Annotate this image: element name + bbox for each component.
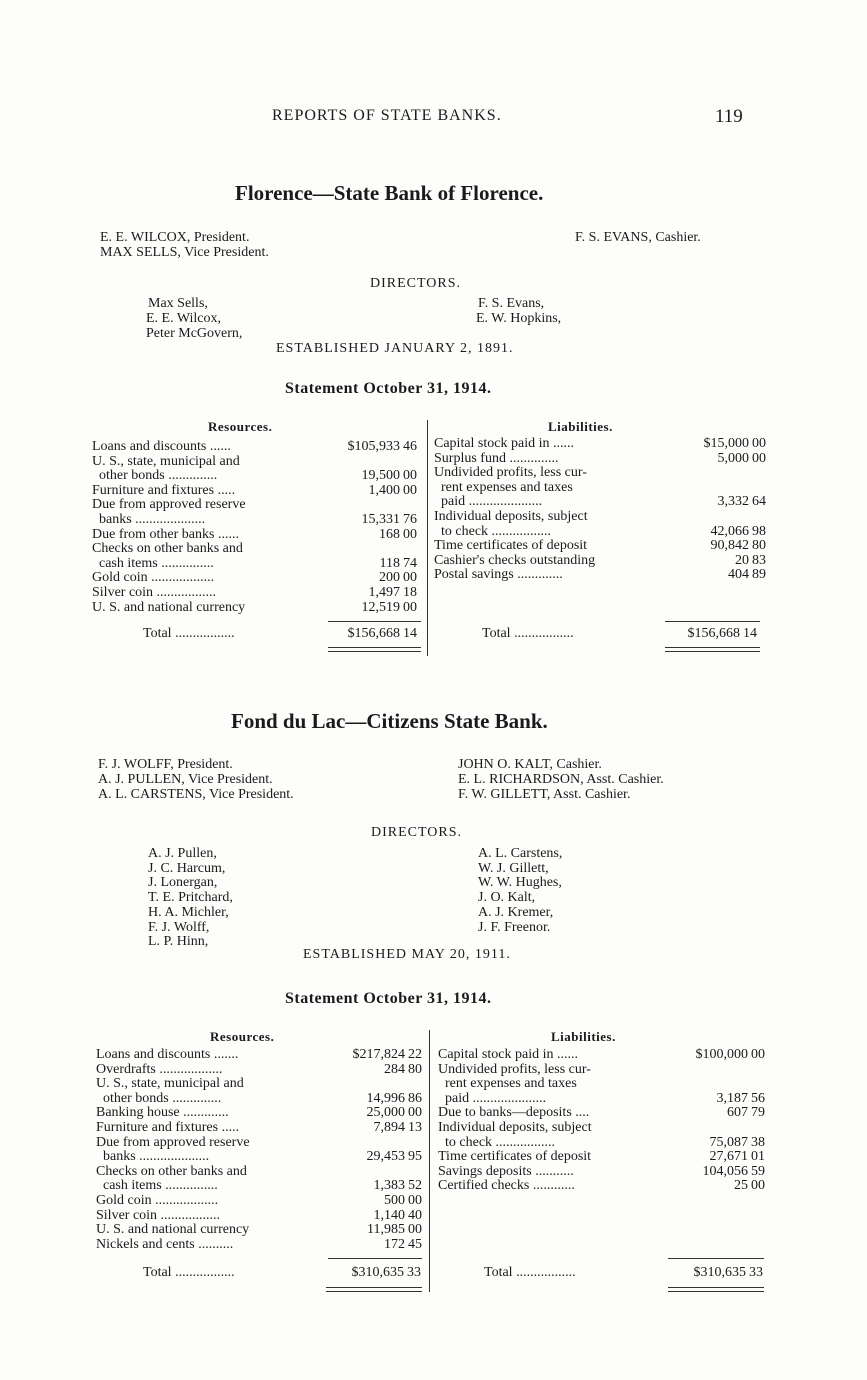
row-cents: 86 bbox=[408, 1090, 422, 1106]
director-name: H. A. Michler, bbox=[148, 904, 229, 920]
director-name: J. O. Kalt, bbox=[478, 890, 536, 906]
row-label: Time certificates of deposit bbox=[438, 1149, 592, 1165]
director-name: E. W. Hopkins, bbox=[476, 311, 562, 326]
row-label: other bonds .............. bbox=[92, 468, 218, 484]
row-dollars: 42,066 bbox=[710, 523, 749, 539]
row-dollars: 5,000 bbox=[717, 450, 749, 466]
table-row bbox=[434, 495, 776, 510]
row-label: Due from approved reserve bbox=[92, 497, 246, 513]
total-dollars: $310,635 bbox=[351, 1265, 404, 1280]
row-dollars: $100,000 bbox=[695, 1047, 748, 1062]
officer-name: F. W. GILLETT, Asst. Cashier. bbox=[458, 787, 631, 802]
table-row bbox=[92, 528, 427, 543]
row-dollars: 1,140 bbox=[373, 1207, 405, 1223]
directors-heading: DIRECTORS. bbox=[371, 825, 463, 840]
row-label: Cashier's checks outstanding bbox=[434, 552, 596, 568]
total-row bbox=[143, 1266, 427, 1281]
table-row bbox=[96, 1179, 432, 1194]
row-cents: 80 bbox=[408, 1061, 422, 1077]
row-cents: 00 bbox=[408, 1222, 422, 1238]
row-label: cash items ............... bbox=[96, 1178, 218, 1194]
director-name: E. E. Wilcox, bbox=[146, 311, 221, 326]
row-label: banks .................... bbox=[96, 1149, 210, 1165]
total-rule bbox=[668, 1258, 764, 1259]
row-dollars: 172 bbox=[384, 1236, 405, 1252]
table-row bbox=[96, 1223, 432, 1238]
row-cents: 46 bbox=[403, 439, 417, 454]
running-header: REPORTS OF STATE BANKS. bbox=[272, 107, 502, 124]
row-dollars: 15,331 bbox=[361, 512, 400, 527]
statement-heading: Statement October 31, 1914. bbox=[285, 380, 492, 397]
table-row bbox=[438, 1092, 775, 1107]
row-cents: 45 bbox=[408, 1236, 422, 1252]
table-row bbox=[96, 1092, 432, 1107]
table-row bbox=[96, 1194, 432, 1209]
officer-name: MAX SELLS, Vice President. bbox=[100, 245, 269, 260]
table-row bbox=[96, 1077, 432, 1092]
director-name: W. W. Hughes, bbox=[478, 875, 562, 891]
row-dollars: 3,187 bbox=[716, 1090, 748, 1106]
row-dollars: 118 bbox=[379, 555, 400, 571]
row-label: Undivided profits, less cur- bbox=[434, 465, 587, 481]
row-cents: 00 bbox=[403, 482, 417, 498]
row-label: U. S. and national currency bbox=[92, 599, 246, 615]
row-cents: 00 bbox=[403, 599, 417, 615]
row-dollars: 284 bbox=[384, 1061, 405, 1077]
row-dollars: 19,500 bbox=[361, 468, 400, 484]
row-label: cash items ............... bbox=[92, 555, 214, 571]
row-label: Savings deposits ........... bbox=[438, 1163, 574, 1179]
row-label: Capital stock paid in ...... bbox=[438, 1047, 578, 1062]
row-label: Postal savings ............. bbox=[434, 567, 563, 583]
row-label: other bonds .............. bbox=[96, 1090, 222, 1106]
table-row bbox=[92, 469, 427, 484]
row-dollars: $15,000 bbox=[703, 436, 749, 451]
row-cents: 38 bbox=[751, 1134, 765, 1150]
row-label: U. S. and national currency bbox=[96, 1222, 250, 1238]
row-cents: 76 bbox=[403, 512, 417, 527]
total-cents: 33 bbox=[749, 1265, 763, 1280]
row-dollars: 11,985 bbox=[367, 1222, 405, 1238]
table-row bbox=[434, 481, 776, 496]
row-cents: 00 bbox=[752, 450, 766, 466]
table-row bbox=[92, 455, 427, 470]
officer-name: F. S. EVANS, Cashier. bbox=[575, 230, 701, 245]
row-label: U. S., state, municipal and bbox=[92, 453, 240, 469]
row-dollars: 90,842 bbox=[710, 538, 749, 554]
column-divider bbox=[427, 420, 428, 656]
table-row bbox=[92, 557, 427, 572]
table-row bbox=[438, 1121, 775, 1136]
table-row bbox=[96, 1121, 432, 1136]
row-cents: 13 bbox=[408, 1120, 422, 1135]
director-name: J. C. Harcum, bbox=[148, 860, 226, 876]
row-cents: 64 bbox=[752, 494, 766, 510]
total-double-rule bbox=[668, 1287, 764, 1288]
row-label: Undivided profits, less cur- bbox=[438, 1061, 591, 1077]
table-row bbox=[438, 1077, 775, 1092]
row-label: Nickels and cents .......... bbox=[96, 1236, 234, 1252]
table-row bbox=[96, 1165, 432, 1180]
row-label: Silver coin ................. bbox=[96, 1207, 221, 1223]
row-label: rent expenses and taxes bbox=[438, 1076, 577, 1092]
row-label: Banking house ............. bbox=[96, 1105, 229, 1121]
row-dollars: 607 bbox=[727, 1105, 748, 1121]
table-row bbox=[96, 1150, 432, 1165]
row-cents: 00 bbox=[403, 570, 417, 586]
table-row bbox=[438, 1048, 775, 1063]
total-dollars: $310,635 bbox=[693, 1265, 746, 1280]
table-row bbox=[434, 525, 776, 540]
officer-name: E. L. RICHARDSON, Asst. Cashier. bbox=[458, 772, 664, 787]
row-label: Surplus fund .............. bbox=[434, 450, 559, 466]
director-name: Max Sells, bbox=[148, 296, 208, 311]
table-row bbox=[92, 440, 427, 455]
table-row bbox=[92, 586, 427, 601]
row-dollars: 168 bbox=[379, 526, 400, 542]
row-label: banks .................... bbox=[92, 512, 206, 527]
total-dollars: $156,668 bbox=[347, 626, 400, 641]
row-cents: 00 bbox=[403, 468, 417, 484]
director-name: T. E. Pritchard, bbox=[148, 890, 233, 906]
officer-name: A. J. PULLEN, Vice President. bbox=[98, 772, 273, 787]
total-cents: 14 bbox=[743, 626, 757, 641]
table-row bbox=[96, 1136, 432, 1151]
total-row bbox=[143, 627, 423, 642]
row-label: rent expenses and taxes bbox=[434, 479, 573, 495]
liabilities-heading: Liabilities. bbox=[551, 1029, 616, 1044]
officer-name: JOHN O. KALT, Cashier. bbox=[458, 757, 602, 772]
director-name: F. S. Evans, bbox=[478, 296, 545, 311]
total-label: Total ................. bbox=[143, 626, 235, 641]
table-row bbox=[92, 513, 427, 528]
row-label: Loans and discounts ...... bbox=[92, 439, 231, 454]
total-double-rule bbox=[328, 647, 421, 648]
total-rule bbox=[328, 1258, 422, 1259]
page-number: 119 bbox=[715, 106, 743, 127]
row-label: paid ..................... bbox=[434, 494, 543, 510]
row-label: Time certificates of deposit bbox=[434, 538, 588, 554]
row-cents: 52 bbox=[408, 1178, 422, 1194]
resources-heading: Resources. bbox=[210, 1029, 275, 1044]
officer-name: E. E. WILCOX, President. bbox=[100, 230, 250, 245]
director-name: J. F. Freenor. bbox=[478, 919, 551, 935]
row-label: Checks on other banks and bbox=[96, 1163, 247, 1179]
director-name: A. J. Kremer, bbox=[478, 904, 554, 920]
total-double-rule bbox=[668, 1291, 764, 1292]
row-label: Capital stock paid in ...... bbox=[434, 436, 574, 451]
row-dollars: 1,400 bbox=[368, 482, 400, 498]
director-name: A. J. Pullen, bbox=[148, 846, 217, 861]
row-label: Gold coin .................. bbox=[92, 570, 215, 586]
row-label: Gold coin .................. bbox=[96, 1193, 219, 1208]
row-dollars: 104,056 bbox=[702, 1163, 748, 1179]
row-dollars: 500 bbox=[384, 1193, 405, 1208]
bank-title: Florence—State Bank of Florence. bbox=[235, 181, 544, 205]
total-double-rule bbox=[328, 651, 421, 652]
table-row bbox=[96, 1106, 432, 1121]
row-dollars: 7,894 bbox=[373, 1120, 405, 1135]
row-label: Furniture and fixtures ..... bbox=[92, 482, 236, 498]
total-label: Total ................. bbox=[143, 1265, 235, 1280]
director-name: Peter McGovern, bbox=[146, 326, 243, 341]
director-name: J. Lonergan, bbox=[148, 875, 218, 891]
table-row bbox=[96, 1238, 432, 1253]
table-row bbox=[96, 1063, 432, 1078]
row-label: Due from approved reserve bbox=[96, 1134, 250, 1150]
director-name: F. J. Wolff, bbox=[148, 919, 210, 935]
table-row bbox=[96, 1048, 432, 1063]
bank-title: Fond du Lac—Citizens State Bank. bbox=[231, 709, 548, 733]
row-label: Individual deposits, subject bbox=[438, 1120, 592, 1135]
row-dollars: 14,996 bbox=[366, 1090, 405, 1106]
officer-name: F. J. WOLFF, President. bbox=[98, 757, 233, 772]
row-dollars: 12,519 bbox=[361, 599, 400, 615]
table-row bbox=[434, 539, 776, 554]
total-dollars: $156,668 bbox=[687, 626, 740, 641]
row-label: to check ................. bbox=[438, 1134, 556, 1150]
total-double-rule bbox=[665, 651, 760, 652]
row-cents: 22 bbox=[408, 1047, 422, 1062]
table-row bbox=[96, 1209, 432, 1224]
officer-name: A. L. CARSTENS, Vice President. bbox=[98, 787, 294, 802]
row-dollars: 1,497 bbox=[368, 585, 400, 600]
row-cents: 98 bbox=[752, 523, 766, 539]
row-label: Overdrafts .................. bbox=[96, 1061, 223, 1077]
table-row bbox=[92, 542, 427, 557]
row-cents: 00 bbox=[751, 1047, 765, 1062]
total-row bbox=[484, 1266, 768, 1281]
row-dollars: 3,332 bbox=[717, 494, 749, 510]
table-row bbox=[438, 1063, 775, 1078]
table-row bbox=[438, 1150, 775, 1165]
row-cents: 80 bbox=[752, 538, 766, 554]
row-label: Due to banks—deposits .... bbox=[438, 1105, 590, 1121]
table-row bbox=[434, 510, 776, 525]
row-cents: 00 bbox=[751, 1178, 765, 1194]
row-cents: 95 bbox=[408, 1149, 422, 1165]
row-label: to check ................. bbox=[434, 523, 552, 539]
table-row bbox=[434, 554, 776, 569]
row-label: Certified checks ............ bbox=[438, 1178, 575, 1194]
row-cents: 56 bbox=[751, 1090, 765, 1106]
row-dollars: 20 bbox=[735, 552, 749, 568]
table-row bbox=[434, 466, 776, 481]
row-cents: 00 bbox=[408, 1193, 422, 1208]
director-name: A. L. Carstens, bbox=[478, 846, 563, 861]
table-row bbox=[434, 568, 776, 583]
row-cents: 79 bbox=[751, 1105, 765, 1121]
row-cents: 00 bbox=[408, 1105, 422, 1121]
row-dollars: 404 bbox=[728, 567, 749, 583]
row-label: Checks on other banks and bbox=[92, 541, 243, 557]
row-dollars: 27,671 bbox=[709, 1149, 748, 1165]
row-dollars: $105,933 bbox=[347, 439, 400, 454]
table-row bbox=[438, 1106, 775, 1121]
established-date: ESTABLISHED JANUARY 2, 1891. bbox=[276, 341, 514, 356]
total-double-rule bbox=[665, 647, 760, 648]
row-label: Silver coin ................. bbox=[92, 585, 217, 600]
total-row bbox=[482, 627, 762, 642]
row-label: Due from other banks ...... bbox=[92, 526, 239, 542]
row-dollars: 75,087 bbox=[709, 1134, 748, 1150]
row-cents: 00 bbox=[403, 526, 417, 542]
director-name: W. J. Gillett, bbox=[478, 860, 549, 876]
row-dollars: 29,453 bbox=[366, 1149, 405, 1165]
row-label: U. S., state, municipal and bbox=[96, 1076, 244, 1092]
table-row bbox=[438, 1179, 775, 1194]
row-cents: 59 bbox=[751, 1163, 765, 1179]
row-label: Loans and discounts ....... bbox=[96, 1047, 239, 1062]
row-cents: 89 bbox=[752, 567, 766, 583]
director-name: L. P. Hinn, bbox=[148, 934, 209, 950]
table-row bbox=[438, 1165, 775, 1180]
row-cents: 40 bbox=[408, 1207, 422, 1223]
total-cents: 14 bbox=[403, 626, 417, 641]
row-label: Furniture and fixtures ..... bbox=[96, 1120, 240, 1135]
total-rule bbox=[665, 621, 760, 622]
statement-heading: Statement October 31, 1914. bbox=[285, 990, 492, 1007]
row-dollars: 1,383 bbox=[373, 1178, 405, 1194]
table-row bbox=[92, 484, 427, 499]
row-cents: 18 bbox=[403, 585, 417, 600]
row-cents: 01 bbox=[751, 1149, 765, 1165]
total-rule bbox=[328, 621, 421, 622]
established-date: ESTABLISHED MAY 20, 1911. bbox=[303, 947, 511, 962]
table-row bbox=[434, 437, 776, 452]
table-row bbox=[438, 1136, 775, 1151]
total-cents: 33 bbox=[407, 1265, 421, 1280]
row-label: paid ..................... bbox=[438, 1090, 547, 1106]
row-cents: 00 bbox=[752, 436, 766, 451]
total-double-rule bbox=[326, 1287, 422, 1288]
table-row bbox=[92, 498, 427, 513]
total-label: Total ................. bbox=[482, 626, 574, 641]
row-dollars: 25,000 bbox=[366, 1105, 405, 1121]
total-label: Total ................. bbox=[484, 1265, 576, 1280]
table-row bbox=[92, 571, 427, 586]
row-dollars: 25 bbox=[734, 1178, 748, 1194]
total-double-rule bbox=[326, 1291, 422, 1292]
resources-heading: Resources. bbox=[208, 419, 273, 434]
row-cents: 74 bbox=[403, 555, 417, 571]
table-row bbox=[92, 601, 427, 616]
row-dollars: $217,824 bbox=[352, 1047, 405, 1062]
row-cents: 83 bbox=[752, 552, 766, 568]
table-row bbox=[434, 452, 776, 467]
row-dollars: 200 bbox=[379, 570, 400, 586]
liabilities-heading: Liabilities. bbox=[548, 419, 613, 434]
directors-heading: DIRECTORS. bbox=[370, 276, 462, 291]
row-label: Individual deposits, subject bbox=[434, 509, 588, 524]
